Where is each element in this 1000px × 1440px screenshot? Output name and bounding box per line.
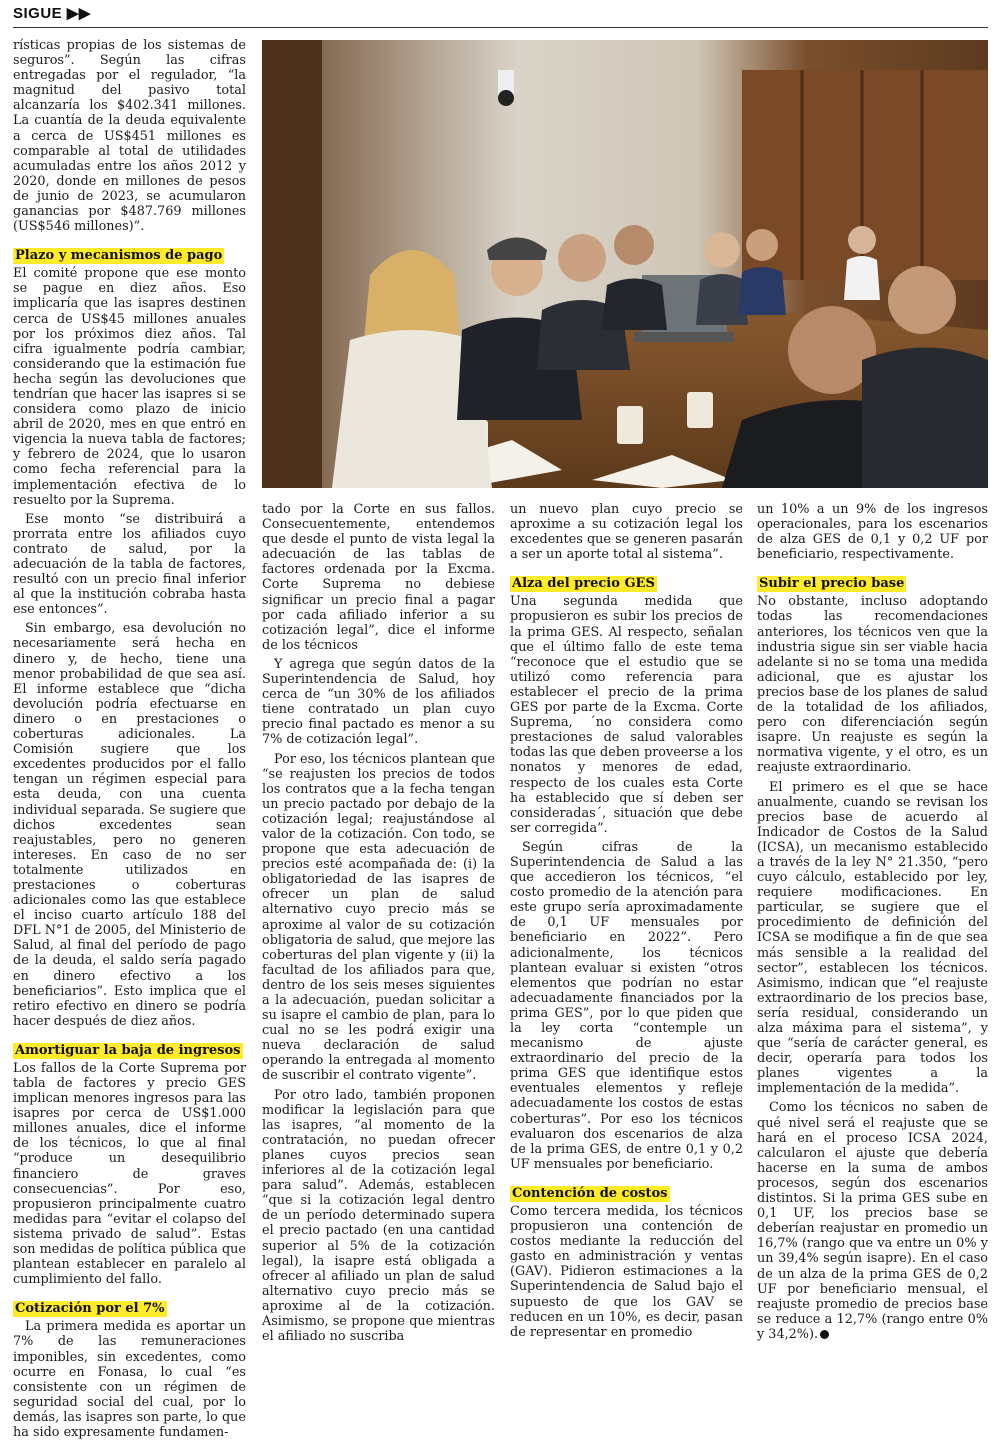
paragraph: Sin embargo, esa devolución no necesariamente será hecha en dinero y, de hecho, tiene una menor probabilidad de que sea así. El informe establece que “dicha devolución podría efectuarse en dinero o en prestaciones o coberturas adicionales. La Comisión sugiere que los excedentes producidos por el fallo tengan un régimen especial para esta deuda, con una cuenta individual separada. Se sugiere que dichos excedentes sean reajustables, pero no generen intereses. En caso de no ser totalmente utilizados en prestaciones o coberturas adicionales como las que establece el inciso cuarto artículo 188 del DFL N°1 de 2005, del Ministerio de Salud, al final del período de pago de la deuda, el saldo sería pagado en dinero efectivo a los beneficiarios”. Esto implica que el retiro efectivo en dinero se podría hacer después de diez años. xyxy=(13,621,246,1029)
meeting-photo xyxy=(262,40,988,488)
subheading-amortiguar: Amortiguar la baja de ingresos xyxy=(15,1042,241,1058)
paragraph: No obstante, incluso adoptando todas las recomendaciones anteriores, los técnicos ven que la industria sigue sin ser viable hacia adelante si no se toma una medida adicional, que es ajustar los precios base de los planes de salud de la totalidad de los afiliados, pero con diferenciación según isapre. Un reajuste es según la normativa vigente, y el otro, es un reajuste extraordinario. xyxy=(757,594,988,776)
sigue-text: SIGUE xyxy=(13,5,63,22)
subheading-contencion: Contención de costos xyxy=(512,1185,668,1201)
paragraph: Como tercera medida, los técnicos propusieron una contención de costos mediante la reducción del gasto en administración y ventas (GAV). Pidieron estimaciones a la Superintendencia de Salud bajo el supuesto de que los GAV se reducen en un 10%, es decir, pasan de representar en promedio xyxy=(510,1203,743,1340)
subheading-alza-ges: Alza del precio GES xyxy=(512,576,655,592)
paragraph: tado por la Corte en sus fallos. Consecuentemente, entendemos que desde el punto de vista legal la adecuación de las tablas de factores ordenada por la Excma. Corte Suprema no debiese significar un precio final a pagar por cada afiliado inferior a su cotización legal”, dice el informe de los técnicos xyxy=(262,502,495,653)
paragraph: Según cifras de la Superintendencia de Salud a las que accedieron los técnicos, “el costo promedio de la atención para este grupo sería aproximadamente de 0,1 UF mensuales por beneficiario en 2022”. Pero adicionalmente, los técnicos plantean evaluar si existen “otros elementos que podrían no estar adecuadamente financiados por la prima GES”, por lo que piden que la ley corta “contemple un mecanismo de ajuste extraordinario del precio de la prima GES que identifique estos eventuales elementos y refleje adecuadamente los costos de estas coberturas”. Por eso los técnicos evaluaron dos escenarios de alza de la prima GES, de entre 0,1 y 0,2 UF mensuales por beneficiario. xyxy=(510,839,743,1172)
continued-label xyxy=(13,4,91,22)
end-of-article-icon xyxy=(820,1330,829,1339)
paragraph: un nuevo plan cuyo precio se aproxime a su cotización legal los excedentes que se generen pasarán a ser un aporte total al sistema”. xyxy=(510,502,743,563)
paragraph: El comité propone que ese monto se pague en diez años. Eso implicaría que las isapres destinen cerca de US$45 millones anuales por los próximos diez años. Tal cifra igualmente podría cambiar, considerando que la estimación fue hecha según las devoluciones que tendrían que hacer las isapres si se considera como plazo de inicio abril de 2020, mes en que entró en vigencia la nueva tabla de factores; y febrero de 2024, que lo usaron como fecha referencial para la implementación efectiva de lo resuelto por la Suprema. xyxy=(13,266,246,508)
paragraph: Y agrega que según datos de la Superintendencia de Salud, hoy cerca de “un 30% de los afiliados tiene contratado un plan cuyo precio final pactado es menor a su 7% de cotización legal”. xyxy=(262,656,495,748)
subheading-plazo: Plazo y mecanismos de pago xyxy=(15,248,223,264)
last-paragraph xyxy=(757,1100,988,1342)
paragraph: La primera medida es aportar un 7% de las remuneraciones imponibles, sin excedentes, como ocurre en Fonasa, lo cual “es consistente con un régimen de seguridad social del cual, por lo demás, las isapres son parte, lo que ha sido expresamente fundamen- xyxy=(13,1319,246,1440)
paragraph: El primero es el que se hace anualmente, cuando se revisan los precios base de acuerdo al Indicador de Costos de la Salud (ICSA), un mecanismo establecido a través de la ley N° 21.350, “pero cuyo cálculo, establecido por ley, requiere modificaciones. En particular, se sugiere que el procedimiento de definición del ICSA se modifique a fin de que sea más sensible a la realidad del sector”, establecen los técnicos. Asimismo, indican que “el reajuste extraordinario de los precios base, sería residual, considerando un alza máxima para el sistema”, y que “sería de carácter general, es decir, operaría para todos los planes vigentes a la implementación de la medida”. xyxy=(757,779,988,1097)
subheading-cotizacion: Cotización por el 7% xyxy=(15,1301,165,1317)
paragraph: rísticas propias de los sistemas de seguros”. Según las cifras entregadas por el regulador, “la magnitud del pasivo total alcanzaría los $402.341 millones. La cuantía de la deuda equivalente a cerca de US$451 millones es comparable al total de utilidades acumuladas entre los años 2012 y 2020, donde en millones de pesos de junio de 2023, se acumularon ganancias por $487.769 millones (US$546 millones)”. xyxy=(13,38,246,235)
paragraph: Una segunda medida que propusieron es subir los precios de la prima GES. Al respecto, señalan que el último fallo de este tema “reconoce que el estudio que se utilizó como referencia para establecer el precio de la prima GES por parte de la Excma. Corte Suprema, ´no considera como prestaciones de salud valorables todas las que deben proveerse a los nonatos y menores de edad, respecto de los cuales esta Corte ha establecido que sí deben ser consideradas´, situación que debe ser corregida”. xyxy=(510,594,743,836)
column-4 xyxy=(757,502,988,1342)
subheading-precio-base: Subir el precio base xyxy=(759,576,905,592)
forward-arrows-icon: ▶▶ xyxy=(66,5,91,22)
paragraph: Ese monto “se distribuirá a prorrata entre los afiliados cuyo contrato de salud, por la adecuación de la tabla de factores, resultó con un precio final inferior al que la institución cobraba hasta ese entonces”. xyxy=(13,511,246,618)
paragraph: un 10% a un 9% de los ingresos operacionales, para los escenarios de alza GES de 0,1 y 0,2 UF por beneficiario, respectivamente. xyxy=(757,502,988,563)
column-3 xyxy=(510,502,743,1340)
column-2 xyxy=(262,502,495,1344)
paragraph: Por otro lado, también proponen modificar la legislación para que las isapres, “al momento de la contratación, no puedan ofrecer planes cuyos precios sean inferiores al de la cotización legal para salud”. Además, establecen “que si la cotización legal dentro de un período determinado supera el precio pactado (en una cantidad superior al 5% de la cotización legal), la isapre está obligada a ofrecer al afiliado un plan de salud alternativo cuyo precio más se aproxime al de la cotización. Asimismo, se propone que mientras el afiliado no suscriba xyxy=(262,1087,495,1345)
header-rule xyxy=(13,27,988,28)
column-1 xyxy=(13,38,246,1440)
paragraph-text: Como los técnicos no saben de qué nivel será el reajuste que se hará en el proceso ICSA 2024, calcularon el ajuste que debería hacerse en la suma de ambos procesos, según dos escenarios distintos. Si la prima GES sube en 0,1 UF, los precios base se deberían reajustar en promedio un 16,7% (rango que va entre un 0% y un 39,4% según isapre). En el caso de un alza de la prima GES de 0,2 UF por beneficiario mensual, el reajuste promedio de precios base se reduce a 12,7% (rango entre 0% y 34,2%). xyxy=(757,1100,988,1342)
paragraph: Por eso, los técnicos plantean que “se reajusten los precios de todos los contratos que a la fecha tengan un precio pactado por debajo de la cotización legal; reajustándose al valor de la cotización. Con todo, se propone que esta adecuación de precios esté acompañada de: (i) la obligatoriedad de las isapres de ofrecer un plan de salud alternativo cuyo precio más se aproxime al valor de su cotización obligatoria de salud, que mejore las coberturas del plan vigente y (ii) la facultad de los afiliados para que, dentro de los seis meses siguientes a la adecuación, puedan solicitar a su isapre el cambio de plan, para lo cual no se les podrá exigir una nueva declaración de salud operando la entregada al momento de suscribir el contrato vigente”. xyxy=(262,751,495,1084)
paragraph: Los fallos de la Corte Suprema por tabla de factores y precio GES implican menores ingresos para las isapres por cerca de US$1.000 millones anuales, dice el informe de los técnicos, lo que al final “produce un desequilibrio financiero de graves consecuencias”. Por eso, propusieron principalmente cuatro medidas para “evitar el colapso del sistema privado de salud”. Estas son medidas de política pública que plantean establecer en paralelo al cumplimiento del fallo. xyxy=(13,1060,246,1288)
